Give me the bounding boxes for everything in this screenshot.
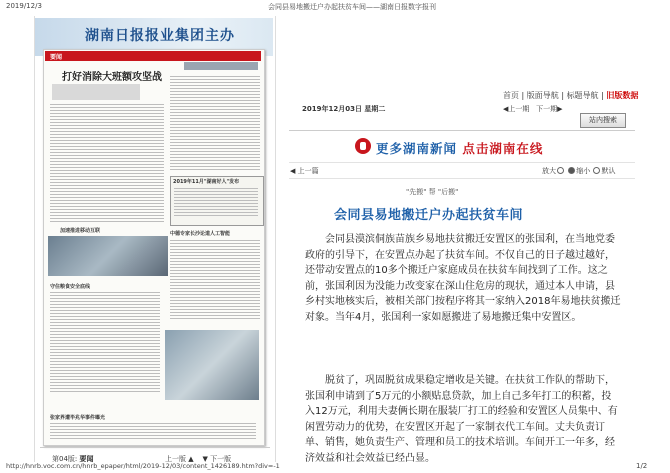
next-page-link[interactable]: ▼ 下一版: [202, 455, 232, 463]
divider: [40, 447, 270, 448]
arrow-left-icon: ◀: [290, 167, 296, 175]
thumbnail-text-block: [170, 240, 260, 321]
prev-issue-link[interactable]: ◀上一期: [503, 105, 530, 113]
issue-pager: [503, 104, 562, 114]
phone-icon: [355, 138, 371, 154]
thumbnail-photo: [184, 62, 258, 70]
thumbnail-text-block: [174, 188, 258, 218]
font-smaller-radio[interactable]: [568, 167, 575, 174]
article-paragraph: 会同县漠滨侗族苗族乡易地扶贫搬迁安置区的张国利，在当地党委政府的引导下，在安置点办起了扶贫车间。不仅自己的日子越过越好，还带动安置点的10多个搬迁户家庭成员在扶贫车间找到了工作。这之前，张国利因为没能力改变家在深山住危房的现状，通过本人申请，县乡村实地核实后，被相关部门按程序将其一家纳入2018年易地扶贫搬迁对象。当年4月，张国利一家如愿搬进了易地搬迁集中安置区。: [305, 234, 621, 323]
page-pager: [165, 454, 231, 464]
prev-page-link[interactable]: 上一版 ▲: [165, 455, 194, 463]
print-page-number: 1/2: [636, 462, 648, 470]
print-url: http://hnrb.voc.com.cn/hnrb_epaper/html/2019-12/03/content_1426189.htm?div=-1: [6, 462, 280, 470]
hunan-online-banner[interactable]: 更多湖南新闻 点击湖南在线: [376, 141, 544, 156]
thumbnail-headline[interactable]: 打好消除大班额攻坚战: [62, 72, 162, 83]
print-date: 2019/12/3: [6, 2, 42, 10]
issue-date: 2019年12月03日 星期二: [302, 105, 386, 113]
site-search-button[interactable]: 站内搜索: [580, 113, 626, 128]
font-default-radio[interactable]: [593, 167, 600, 174]
divider: [289, 162, 635, 163]
edition-label: [52, 454, 94, 464]
nav-layout-link[interactable]: 版面导航: [526, 91, 559, 100]
thumbnail-subheadline[interactable]: 守住粮食安全底线: [50, 284, 91, 290]
nav-old-data-link[interactable]: 旧版数据: [606, 91, 639, 100]
thumbnail-strip: [52, 84, 140, 100]
thumbnail-subheadline[interactable]: 加速推进移动互联: [60, 228, 101, 234]
divider: [289, 178, 635, 179]
arrow-down-icon: ▼: [202, 455, 208, 463]
divider: [289, 130, 635, 131]
thumbnail-text-block: [50, 423, 256, 441]
edition-name: 要闻: [79, 455, 94, 463]
thumbnail-text-block: [50, 104, 164, 224]
thumbnail-subheadline[interactable]: 中德专家长沙论道人工智能: [170, 231, 231, 237]
thumbnail-masthead: [45, 51, 261, 61]
thumbnail-subheadline[interactable]: 张家界遭毕兆华事件曝光: [50, 415, 106, 421]
article-kicker: "先搬" 帮 "后搬": [406, 188, 459, 196]
arrow-up-icon: ▲: [188, 455, 194, 463]
thumbnail-section-tag: 要闻: [50, 54, 63, 61]
article-paragraph: 脱贫了，巩固脱贫成果稳定增收是关键。在扶贫工作队的帮助下，张国利申请到了5万元的小额贴息贷款，加上自己多年打工的积蓄，投入12万元，利用夫妻俩长期在服装厂打工的经验和安置区人员集中、有闲置劳动力的优势，在安置区开起了一家制衣代工车间。丈夫负责订单、销售，她负责生产、管理和员工的技术培训。车间开工一年多，经济效益和社会效益已经凸显。: [305, 375, 618, 464]
thumbnail-box-title: 2019年11月"湖南好人"发布: [173, 179, 240, 185]
nav-home-link[interactable]: 首页: [503, 91, 519, 100]
font-larger-radio[interactable]: [557, 167, 564, 174]
prev-article-link[interactable]: ◀ 上一篇: [290, 167, 319, 175]
newspaper-banner-text: 湖南日报报业集团主办: [85, 28, 235, 44]
arrow-left-icon: ◀: [503, 105, 509, 113]
print-page-title: 会同县易地搬迁户办起扶贫车间——湖南日报数字报刊: [268, 3, 436, 11]
top-nav: 首页 | 版面导航 | 标题导航 | 旧版数据: [503, 91, 639, 100]
font-size-control: 放大 缩小 默认: [542, 167, 616, 175]
next-issue-link[interactable]: 下一期▶: [536, 105, 563, 113]
thumbnail-photo: [48, 236, 168, 276]
article-title: 会同县易地搬迁户办起扶贫车间: [334, 208, 524, 223]
edition-number: 第04版:: [52, 455, 78, 463]
thumbnail-text-block: [50, 292, 160, 394]
arrow-right-icon: ▶: [557, 105, 563, 113]
thumbnail-text-block: [170, 76, 260, 172]
thumbnail-photo: [165, 330, 259, 400]
nav-title-link[interactable]: 标题导航: [566, 91, 599, 100]
